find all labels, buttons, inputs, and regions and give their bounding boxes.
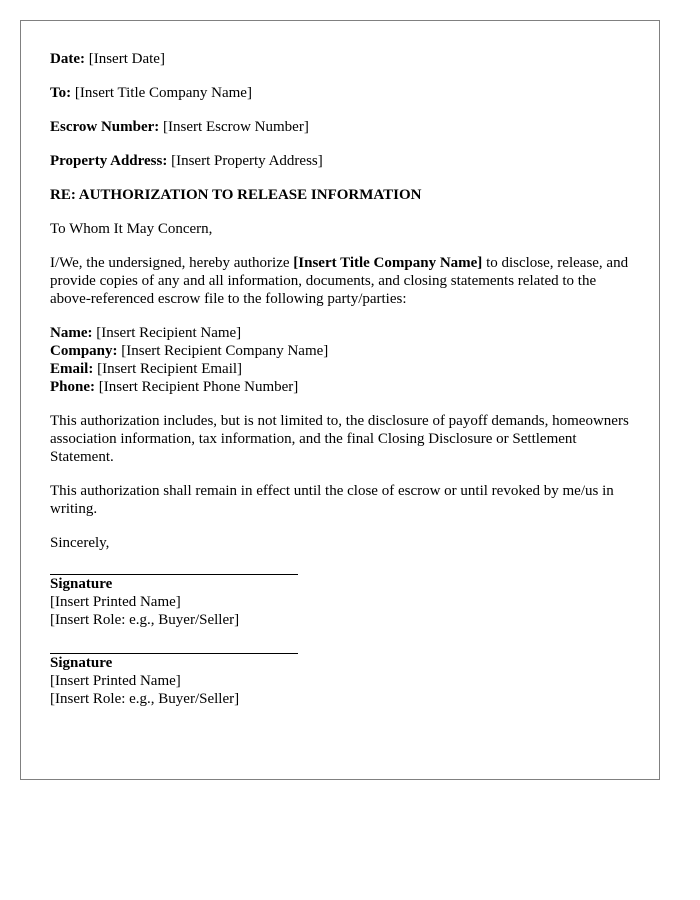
signer-role: [Insert Role: e.g., Buyer/Seller] [50,691,240,707]
escrow-number-field [50,118,640,136]
signer-role: [Insert Role: e.g., Buyer/Seller] [50,612,240,628]
authorization-company: [Insert Title Company Name] [293,255,483,271]
signature-spacer [50,629,640,653]
salutation: To Whom It May Concern, [50,221,213,237]
closing: Sincerely, [50,535,110,551]
letter-page [20,20,660,780]
recipient-block [50,324,640,396]
effect-paragraph: This authorization shall remain in effect until the close of escrow or until revoked by me/us in writing. [50,483,614,517]
to-label: To: [50,85,72,101]
printed-name: [Insert Printed Name] [50,673,181,689]
recipient-name-value: [Insert Recipient Name] [92,325,242,341]
signature-block-2 [50,653,640,708]
date-value: [Insert Date] [84,51,165,67]
to-value: [Insert Title Company Name] [71,85,252,101]
signature-label: Signature [50,655,113,671]
recipient-name-row [50,324,640,342]
signature-label: Signature [50,576,113,592]
letter-content [50,50,640,708]
authorization-text-after: to disclose, release, and provide copies of any and all information, documents, and closing statements related to the above-referenced escrow file to the following party/parties: [50,255,629,307]
property-address-value: [Insert Property Address] [167,153,323,169]
recipient-phone-row [50,378,640,396]
printed-name: [Insert Printed Name] [50,594,181,610]
signature-spacer [50,552,640,574]
recipient-email-value: [Insert Recipient Email] [93,361,243,377]
recipient-phone-label: Phone: [50,379,95,395]
date-label: Date: [50,51,85,67]
includes-paragraph: This authorization includes, but is not limited to, the disclosure of payoff demands, homeowners association information, tax information, and the final Closing Disclosure or Settlement Statement. [50,413,629,465]
to-field [50,84,640,102]
signature-block-1 [50,574,640,629]
recipient-company-row [50,342,640,360]
recipient-name-label: Name: [50,325,93,341]
property-address-field [50,152,640,170]
recipient-email-row [50,360,640,378]
escrow-number-value: [Insert Escrow Number] [159,119,309,135]
escrow-number-label: Escrow Number: [50,119,160,135]
date-field [50,50,640,68]
property-address-label: Property Address: [50,153,168,169]
authorization-paragraph [50,254,640,308]
recipient-company-label: Company: [50,343,118,359]
subject-line: RE: AUTHORIZATION TO RELEASE INFORMATION [50,187,422,203]
recipient-phone-value: [Insert Recipient Phone Number] [95,379,299,395]
authorization-text-before: I/We, the undersigned, hereby authorize [50,255,294,271]
recipient-email-label: Email: [50,361,94,377]
recipient-company-value: [Insert Recipient Company Name] [117,343,329,359]
